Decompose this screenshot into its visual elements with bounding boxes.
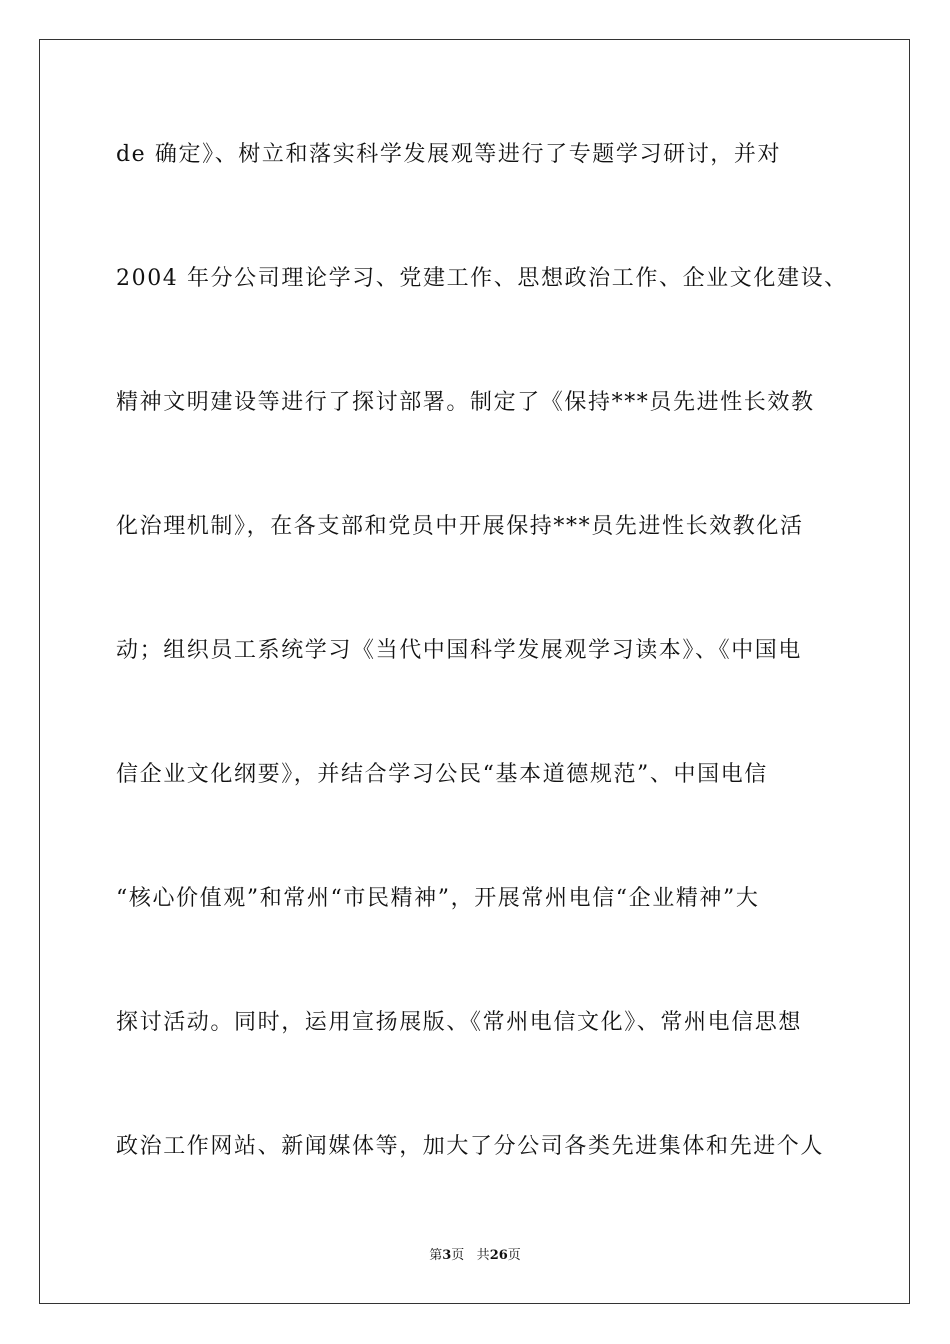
- text-line-6: 信企业文化纲要》，并结合学习公民“基本道德规范”、中国电信: [116, 762, 768, 787]
- text-line-5: 动；组织员工系统学习《当代中国科学发展观学习读本》、《中国电: [116, 638, 803, 663]
- text-line-7: “核心价值观”和常州“市民精神”，开展常州电信“企业精神”大: [116, 886, 760, 911]
- total-suffix: 页: [507, 1248, 521, 1263]
- text-line-4: 化治理机制》，在各支部和党员中开展保持***员先进性长效教化活: [116, 514, 804, 539]
- total-pages: 26: [489, 1248, 508, 1263]
- text-line-3: 精神文明建设等进行了探讨部署。制定了《保持***员先进性长效教: [116, 390, 815, 415]
- page-footer: [0, 1246, 950, 1266]
- text-line-1: de 确定》、树立和落实科学发展观等进行了专题学习研讨，并对: [116, 142, 782, 167]
- page-prefix: 第: [429, 1248, 443, 1263]
- page-suffix: 页: [451, 1248, 465, 1263]
- page-number: 3: [442, 1248, 452, 1263]
- text-line-8: 探讨活动。同时，运用宣扬展版、《常州电信文化》、常州电信思想: [116, 1010, 803, 1035]
- text-line-9: 政治工作网站、新闻媒体等，加大了分公司各类先进集体和先进个人: [116, 1134, 825, 1159]
- document-body: [116, 124, 848, 1240]
- total-prefix: 共: [476, 1248, 490, 1263]
- text-line-2: 2004 年分公司理论学习、党建工作、思想政治工作、企业文化建设、: [116, 266, 848, 291]
